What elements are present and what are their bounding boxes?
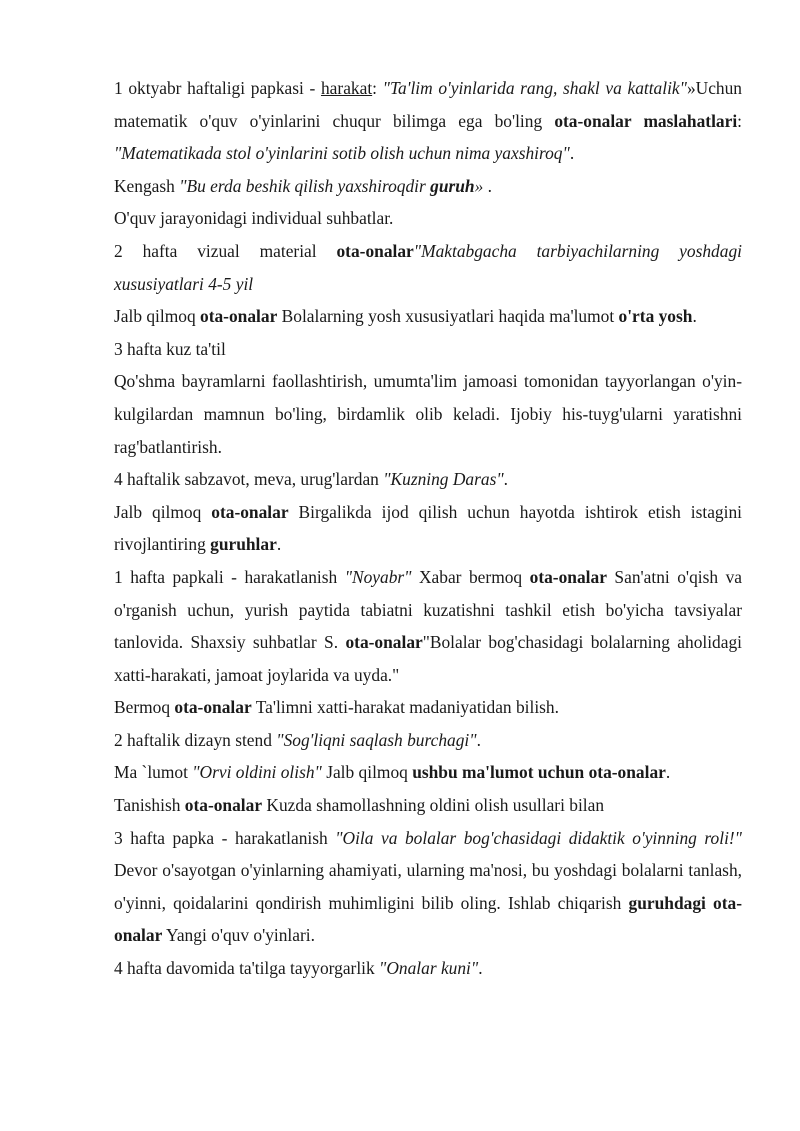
text-run-bold: ushbu ma'lumot uchun ota-onalar (412, 762, 666, 783)
text-run-bold: ota-onalar maslahatlari (554, 110, 738, 131)
text-run-italic: "Sog'liqni saqlash burchagi" (276, 729, 477, 750)
text-run: "Bolalar bog'chasidagi bolalarning aholidagi xatti-harakati, jamoat joylarida va uyda." (114, 632, 742, 685)
text-run-italic: "Onalar kuni" (379, 958, 479, 979)
text-run-bold: guruhlar (210, 534, 277, 555)
text-run: . (569, 143, 575, 164)
text-run: . (478, 958, 483, 979)
text-run-italic: "Oila va bolalar bog'chasidagi didaktik o'yinning roli!" (335, 827, 742, 848)
text-run: Yangi o'quv o'yinlari. (162, 925, 315, 946)
text-run: 1 hafta papkali - harakatlanish (114, 566, 345, 587)
paragraph-4 (114, 235, 742, 300)
paragraph-11 (114, 691, 742, 724)
text-run: »Uchun matematik o'quv o'yinlarini chuqur bilimga ega bo'ling (114, 78, 742, 131)
text-run: Birgalikda ijod qilish uchun hayotda ishtirok etish istagini rivojlantiring (114, 501, 742, 555)
text-run-bold-italic: guruh (430, 175, 475, 196)
text-run: . (483, 175, 493, 196)
text-run-italic: "Ta'lim o'yinlarida rang, shakl va kattalik" (382, 78, 687, 98)
text-run: Kuzda shamollashning oldini olish usullari bilan (262, 795, 605, 816)
text-run: Qo'shma bayramlarni faollashtirish, umumta'lim jamoasi tomonidan tayyorlangan o'yin-kulgilardan mamnun bo'ling, birdamlik olib keladi. Ijobiy his-tuyg'ularni yaratishni rag'batlantirish. (114, 371, 742, 457)
text-run: O'quv jarayonidagi individual suhbatlar. (114, 208, 394, 229)
text-run: . (276, 534, 282, 555)
text-run: 2 hafta vizual material (114, 240, 337, 261)
text-run-bold: ota-onalar (184, 795, 263, 816)
text-run: Jalb qilmoq (114, 306, 200, 327)
text-run-italic: "Noyabr" (344, 566, 412, 587)
paragraph-16 (114, 952, 742, 985)
text-run: Jalb qilmoq (114, 501, 212, 522)
text-run: : (737, 110, 742, 131)
paragraph-8 (114, 463, 742, 496)
text-run-italic: "Maktabgacha tarbiyachilarning yoshdagi xususiyatlari 4-5 yil (114, 240, 742, 294)
text-run-bold: ota-onalar (336, 240, 414, 261)
paragraph-12 (114, 724, 742, 757)
text-run-bold: ota-onalar (211, 501, 289, 522)
paragraph-7 (114, 365, 742, 463)
text-run-italic: "Bu erda beshik qilish yaxshiroqdir (179, 175, 431, 196)
paragraph-14 (114, 789, 742, 822)
text-run: . (476, 729, 481, 750)
text-run: 4 hafta davomida ta'tilga tayyorgarlik (114, 958, 380, 979)
paragraph-6 (114, 333, 742, 366)
paragraph-13 (114, 756, 742, 789)
paragraph-1 (114, 72, 742, 170)
text-run: 2 haftalik dizayn stend (114, 729, 277, 750)
text-run: Bermoq (114, 697, 175, 718)
paragraph-3 (114, 202, 742, 235)
paragraph-5 (114, 300, 742, 333)
text-run-bold: o'rta yosh (618, 306, 693, 327)
text-run: . (665, 762, 671, 783)
text-run: Kengash (114, 175, 180, 196)
paragraph-15 (114, 822, 742, 952)
text-run-italic: "Orvi oldini olish" (192, 762, 322, 783)
paragraph-9 (114, 496, 742, 561)
text-run-italic: » (474, 175, 484, 196)
text-run: Bolalarning yosh xususiyatlari haqida ma'lumot (277, 306, 619, 327)
text-run-italic: "Kuzning Daras" (383, 469, 504, 490)
text-run: 4 haftalik sabzavot, meva, urug'lardan (114, 469, 384, 490)
text-run-italic: "Matematikada stol o'yinlarini sotib olish uchun nima yaxshiroq" (114, 143, 570, 164)
text-run: Jalb qilmoq (321, 762, 413, 783)
text-run: . (503, 469, 508, 490)
text-run-bold: ota-onalar (345, 632, 423, 653)
paragraph-10 (114, 561, 742, 691)
text-run: Tanishish (114, 795, 185, 816)
text-run-underlined: harakat (320, 78, 373, 98)
text-run: Ta'limni xatti-harakat madaniyatidan bilish. (251, 697, 559, 718)
text-run: Xabar bermoq (411, 566, 530, 587)
text-run: : (372, 78, 383, 98)
text-run-bold: ota-onalar (200, 306, 278, 327)
text-run: 1 oktyabr haftaligi papkasi - (114, 78, 321, 98)
text-run: San'atni o'qish va o'rganish uchun, yurish paytida tabiatni kuzatishni tashkil etish bo'yicha tavsiyalar tanlovida. Shaxsiy suhbatlar S. (114, 566, 742, 653)
text-run: 3 hafta kuz ta'til (114, 338, 226, 359)
text-run: Ma `lumot (114, 762, 193, 783)
text-run: Devor o'sayotgan o'yinlarning ahamiyati, ularning ma'nosi, bu yoshdagi bolalarni tanlash, o'yinni, qoidalarini qondirish muhimligini bilib oling. Ishlab chiqarish (114, 860, 742, 913)
text-run: 3 hafta papka - harakatlanish (114, 827, 336, 848)
text-run: . (692, 306, 697, 327)
paragraph-2 (114, 170, 742, 203)
text-run-bold: ota-onalar (529, 566, 607, 587)
text-run-bold: ota-onalar (174, 697, 252, 718)
text-run-bold: guruhdagi ota-onalar (114, 892, 742, 946)
